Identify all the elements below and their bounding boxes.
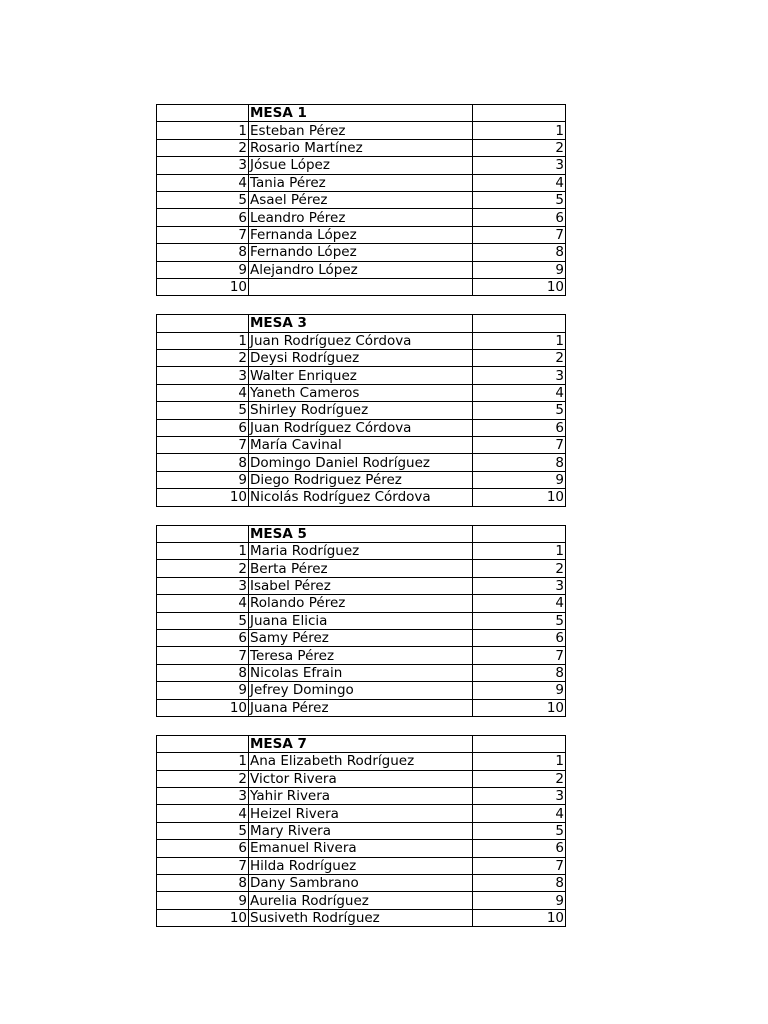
seat-number-cell: 4 xyxy=(157,805,249,822)
table-row xyxy=(157,840,566,857)
seat-number-cell: 7 xyxy=(157,857,249,874)
table-row xyxy=(157,454,566,471)
header-empty-cell xyxy=(157,315,249,332)
seat-number-cell: 2 xyxy=(157,770,249,787)
seat-number-cell: 9 xyxy=(157,471,249,488)
right-number-cell: 9 xyxy=(473,261,566,278)
guest-name-cell: Fernando López xyxy=(249,244,473,261)
guest-name-cell: Isabel Pérez xyxy=(249,577,473,594)
guest-name-cell: Jefrey Domingo xyxy=(249,682,473,699)
table-row xyxy=(157,489,566,506)
table-row xyxy=(157,664,566,681)
guest-name-cell: Emanuel Rivera xyxy=(249,840,473,857)
table-row xyxy=(157,419,566,436)
table-row xyxy=(157,612,566,629)
seat-number-cell: 3 xyxy=(157,367,249,384)
seat-number-cell: 10 xyxy=(157,699,249,716)
header-empty-cell xyxy=(473,525,566,542)
table-row xyxy=(157,244,566,261)
table-row xyxy=(157,191,566,208)
guest-name-cell: Dany Sambrano xyxy=(249,875,473,892)
guest-name-cell: Susiveth Rodríguez xyxy=(249,909,473,926)
right-number-cell: 6 xyxy=(473,629,566,646)
table-row xyxy=(157,157,566,174)
right-number-cell: 5 xyxy=(473,191,566,208)
table-row xyxy=(157,682,566,699)
guest-name-cell: Juan Rodríguez Córdova xyxy=(249,332,473,349)
guest-name-cell: Walter Enriquez xyxy=(249,367,473,384)
guest-name-cell: Rosario Martínez xyxy=(249,139,473,156)
seat-number-cell: 1 xyxy=(157,332,249,349)
seat-number-cell: 5 xyxy=(157,191,249,208)
right-number-cell: 7 xyxy=(473,857,566,874)
seat-number-cell: 9 xyxy=(157,892,249,909)
header-empty-cell xyxy=(473,105,566,122)
right-number-cell: 3 xyxy=(473,157,566,174)
guest-name-cell xyxy=(249,278,473,295)
mesa-table xyxy=(156,735,566,927)
header-empty-cell xyxy=(157,525,249,542)
seat-number-cell: 8 xyxy=(157,664,249,681)
right-number-cell: 7 xyxy=(473,647,566,664)
table-row xyxy=(157,822,566,839)
mesa-header-row xyxy=(157,315,566,332)
seat-number-cell: 7 xyxy=(157,226,249,243)
seat-number-cell: 5 xyxy=(157,612,249,629)
mesa-table xyxy=(156,525,566,717)
guest-name-cell: Ana Elizabeth Rodríguez xyxy=(249,753,473,770)
seat-number-cell: 3 xyxy=(157,788,249,805)
table-row xyxy=(157,542,566,559)
guest-name-cell: Jósue López xyxy=(249,157,473,174)
right-number-cell: 4 xyxy=(473,174,566,191)
right-number-cell: 2 xyxy=(473,770,566,787)
table-row xyxy=(157,332,566,349)
table-row xyxy=(157,174,566,191)
guest-name-cell: Juana Pérez xyxy=(249,699,473,716)
seat-number-cell: 3 xyxy=(157,157,249,174)
guest-name-cell: Teresa Pérez xyxy=(249,647,473,664)
table-row xyxy=(157,577,566,594)
guest-name-cell: María Cavinal xyxy=(249,437,473,454)
seat-number-cell: 9 xyxy=(157,682,249,699)
table-row xyxy=(157,402,566,419)
mesa-header-row xyxy=(157,525,566,542)
guest-name-cell: Diego Rodriguez Pérez xyxy=(249,471,473,488)
right-number-cell: 9 xyxy=(473,682,566,699)
table-row xyxy=(157,139,566,156)
table-row xyxy=(157,805,566,822)
seat-number-cell: 5 xyxy=(157,822,249,839)
table-row xyxy=(157,699,566,716)
guest-name-cell: Juan Rodríguez Córdova xyxy=(249,419,473,436)
guest-name-cell: Rolando Pérez xyxy=(249,595,473,612)
table-row xyxy=(157,595,566,612)
right-number-cell: 4 xyxy=(473,805,566,822)
table-row xyxy=(157,278,566,295)
right-number-cell: 2 xyxy=(473,350,566,367)
mesa-table xyxy=(156,314,566,506)
right-number-cell: 3 xyxy=(473,367,566,384)
seat-number-cell: 2 xyxy=(157,560,249,577)
seat-number-cell: 1 xyxy=(157,542,249,559)
guest-name-cell: Fernanda López xyxy=(249,226,473,243)
right-number-cell: 10 xyxy=(473,909,566,926)
table-row xyxy=(157,857,566,874)
guest-name-cell: Aurelia Rodríguez xyxy=(249,892,473,909)
table-row xyxy=(157,875,566,892)
guest-name-cell: Domingo Daniel Rodríguez xyxy=(249,454,473,471)
table-row xyxy=(157,560,566,577)
mesa-title: MESA 7 xyxy=(249,735,473,752)
guest-name-cell: Mary Rivera xyxy=(249,822,473,839)
guest-name-cell: Esteban Pérez xyxy=(249,122,473,139)
guest-name-cell: Heizel Rivera xyxy=(249,805,473,822)
guest-name-cell: Deysi Rodríguez xyxy=(249,350,473,367)
table-row xyxy=(157,122,566,139)
seat-number-cell: 2 xyxy=(157,350,249,367)
guest-name-cell: Berta Pérez xyxy=(249,560,473,577)
seat-number-cell: 4 xyxy=(157,384,249,401)
seat-number-cell: 2 xyxy=(157,139,249,156)
right-number-cell: 8 xyxy=(473,875,566,892)
guest-name-cell: Shirley Rodríguez xyxy=(249,402,473,419)
mesa-header-row xyxy=(157,735,566,752)
right-number-cell: 5 xyxy=(473,612,566,629)
seat-number-cell: 6 xyxy=(157,209,249,226)
seat-number-cell: 5 xyxy=(157,402,249,419)
right-number-cell: 1 xyxy=(473,753,566,770)
table-row xyxy=(157,909,566,926)
right-number-cell: 10 xyxy=(473,699,566,716)
right-number-cell: 5 xyxy=(473,822,566,839)
right-number-cell: 8 xyxy=(473,664,566,681)
table-row xyxy=(157,788,566,805)
guest-name-cell: Leandro Pérez xyxy=(249,209,473,226)
guest-name-cell: Juana Elicia xyxy=(249,612,473,629)
right-number-cell: 2 xyxy=(473,139,566,156)
table-row xyxy=(157,647,566,664)
seat-number-cell: 10 xyxy=(157,489,249,506)
seat-number-cell: 10 xyxy=(157,909,249,926)
guest-name-cell: Samy Pérez xyxy=(249,629,473,646)
guest-name-cell: Hilda Rodríguez xyxy=(249,857,473,874)
mesa-title: MESA 3 xyxy=(249,315,473,332)
mesa-header-row xyxy=(157,105,566,122)
right-number-cell: 8 xyxy=(473,454,566,471)
right-number-cell: 3 xyxy=(473,577,566,594)
seat-number-cell: 4 xyxy=(157,595,249,612)
seat-number-cell: 4 xyxy=(157,174,249,191)
guest-name-cell: Yahir Rivera xyxy=(249,788,473,805)
guest-name-cell: Asael Pérez xyxy=(249,191,473,208)
right-number-cell: 3 xyxy=(473,788,566,805)
header-empty-cell xyxy=(473,315,566,332)
table-row xyxy=(157,367,566,384)
table-row xyxy=(157,437,566,454)
seat-number-cell: 9 xyxy=(157,261,249,278)
seat-number-cell: 1 xyxy=(157,753,249,770)
seat-number-cell: 6 xyxy=(157,629,249,646)
table-row xyxy=(157,350,566,367)
seat-number-cell: 6 xyxy=(157,419,249,436)
right-number-cell: 1 xyxy=(473,332,566,349)
table-row xyxy=(157,384,566,401)
table-row xyxy=(157,629,566,646)
seat-number-cell: 8 xyxy=(157,454,249,471)
seat-number-cell: 7 xyxy=(157,647,249,664)
right-number-cell: 4 xyxy=(473,384,566,401)
right-number-cell: 6 xyxy=(473,209,566,226)
table-row xyxy=(157,770,566,787)
table-row xyxy=(157,226,566,243)
seat-number-cell: 6 xyxy=(157,840,249,857)
seat-number-cell: 8 xyxy=(157,244,249,261)
mesa-title: MESA 1 xyxy=(249,105,473,122)
mesa-table xyxy=(156,104,566,296)
seat-number-cell: 1 xyxy=(157,122,249,139)
table-row xyxy=(157,261,566,278)
guest-name-cell: Alejandro López xyxy=(249,261,473,278)
table-row xyxy=(157,753,566,770)
right-number-cell: 10 xyxy=(473,278,566,295)
table-row xyxy=(157,209,566,226)
guest-name-cell: Nicolas Efrain xyxy=(249,664,473,681)
seat-number-cell: 3 xyxy=(157,577,249,594)
right-number-cell: 1 xyxy=(473,122,566,139)
guest-name-cell: Yaneth Cameros xyxy=(249,384,473,401)
header-empty-cell xyxy=(157,105,249,122)
spreadsheet-page xyxy=(156,104,565,945)
header-empty-cell xyxy=(473,735,566,752)
right-number-cell: 4 xyxy=(473,595,566,612)
right-number-cell: 7 xyxy=(473,226,566,243)
right-number-cell: 9 xyxy=(473,471,566,488)
right-number-cell: 2 xyxy=(473,560,566,577)
right-number-cell: 8 xyxy=(473,244,566,261)
seat-number-cell: 8 xyxy=(157,875,249,892)
right-number-cell: 9 xyxy=(473,892,566,909)
table-row xyxy=(157,471,566,488)
right-number-cell: 10 xyxy=(473,489,566,506)
guest-name-cell: Victor Rivera xyxy=(249,770,473,787)
guest-name-cell: Maria Rodríguez xyxy=(249,542,473,559)
mesa-title: MESA 5 xyxy=(249,525,473,542)
right-number-cell: 7 xyxy=(473,437,566,454)
right-number-cell: 6 xyxy=(473,840,566,857)
seat-number-cell: 10 xyxy=(157,278,249,295)
guest-name-cell: Nicolás Rodríguez Córdova xyxy=(249,489,473,506)
guest-name-cell: Tania Pérez xyxy=(249,174,473,191)
right-number-cell: 6 xyxy=(473,419,566,436)
table-row xyxy=(157,892,566,909)
right-number-cell: 5 xyxy=(473,402,566,419)
seat-number-cell: 7 xyxy=(157,437,249,454)
right-number-cell: 1 xyxy=(473,542,566,559)
header-empty-cell xyxy=(157,735,249,752)
